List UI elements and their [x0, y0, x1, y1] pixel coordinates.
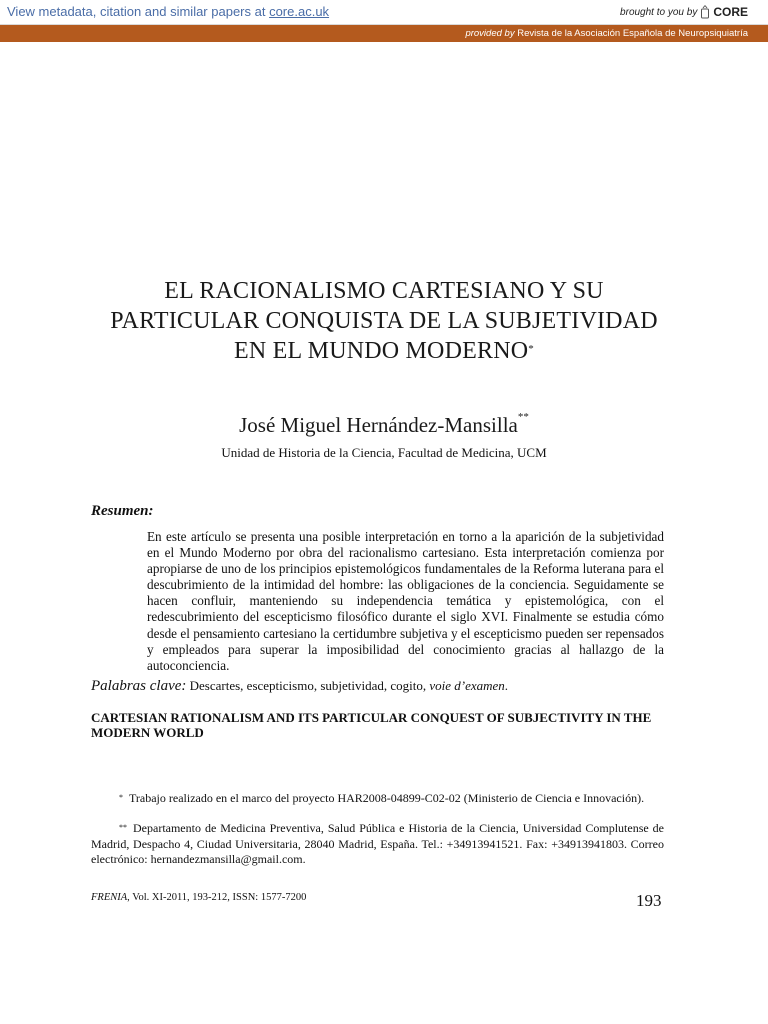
keywords [91, 678, 711, 695]
core-link[interactable]: core.ac.uk [269, 4, 330, 19]
page-number: 193 [636, 891, 662, 910]
footnote-2 [91, 821, 664, 868]
journal-citation [91, 892, 306, 903]
affiliation: Unidad de Historia de la Ciencia, Facultad de Medicina, UCM [221, 445, 547, 460]
journal-name: FRENIA [91, 892, 128, 903]
abstract-text: En este artículo se presenta una posible interpretación en torno a la aparición de la subjetividad en el Mundo Moderno por obra del racionalismo cartesiano. Esta interpretación comienza por apropiarse de uno de los principios epistemológicos fundamentales de la Reforma luterana para el descubrimiento de la intimidad del hombre: las obligaciones de la conciencia. Seguidamente se hacen confluir, manteniendo su independencia temática y epistemológica, con el redescubrimiento del escepticismo filosófico durante el siglo XVI. Finalmente se estudia cómo desde el pensamiento cartesiano la certidumbre subjetiva y el escepticismo pueden ser repensados y empleados para superar la imposibilidad del conocimiento gracias al hallazgo de la autoconciencia. [147, 529, 664, 673]
footnote-1 [91, 791, 664, 807]
english-title: CARTESIAN RATIONALISM AND ITS PARTICULAR CONQUEST OF SUBJECTIVITY IN THE MODERN WORLD [91, 710, 652, 740]
brought-text: brought to you by [620, 6, 698, 18]
keywords-list: Descartes, escepticismo, subjetividad, cogito, [186, 678, 430, 693]
brought-to-you[interactable] [620, 5, 748, 19]
journal-details: , Vol. XI-2011, 193-212, ISSN: 1577-7200 [127, 892, 307, 903]
footnote-2-mark: ** [119, 823, 127, 832]
provided-prefix: provided by [465, 28, 515, 39]
core-name: CORE [713, 5, 748, 19]
metadata-text: View metadata, citation and similar papers at [7, 4, 270, 19]
core-banner [0, 0, 768, 25]
title-line-3: EN EL MUNDO MODERNO [234, 338, 529, 364]
article-title [60, 276, 708, 366]
keywords-label: Palabras clave: [91, 678, 187, 694]
footnote-2-text: Departamento de Medicina Preventiva, Salud Pública e Historia de la Ciencia, Universidad Complutense de Madrid, Despacho 4, Ciudad Universitaria, 28040 Madrid, España. Tel.: +34913941521. Fax: +34913941803. Correo electrónico: hernandezmansilla@gmail.com. [91, 821, 664, 866]
title-line-3-wrap [60, 336, 708, 366]
keywords-italic: voie d’examen [429, 678, 505, 693]
author-footnote-mark: ** [517, 411, 529, 423]
provided-by[interactable] [465, 28, 748, 39]
provided-by-bar [0, 25, 768, 42]
core-logo-icon [700, 5, 710, 19]
abstract-heading: Resumen: [91, 503, 154, 519]
title-line-2: PARTICULAR CONQUISTA DE LA SUBJETIVIDAD [110, 308, 658, 334]
metadata-notice [7, 4, 329, 19]
author-name: José Miguel Hernández-Mansilla [239, 413, 518, 437]
footnote-1-mark: * [119, 793, 123, 802]
author-line [60, 413, 708, 438]
footnote-1-text: Trabajo realizado en el marco del proyecto HAR2008-04899-C02-02 (Ministerio de Ciencia e Innovación). [129, 791, 645, 805]
title-line-1: EL RACIONALISMO CARTESIANO Y SU [164, 278, 604, 304]
title-footnote-mark: * [528, 343, 534, 355]
keywords-end: . [504, 678, 509, 693]
provided-source: Revista de la Asociación Española de Neuropsiquiatría [514, 28, 748, 39]
